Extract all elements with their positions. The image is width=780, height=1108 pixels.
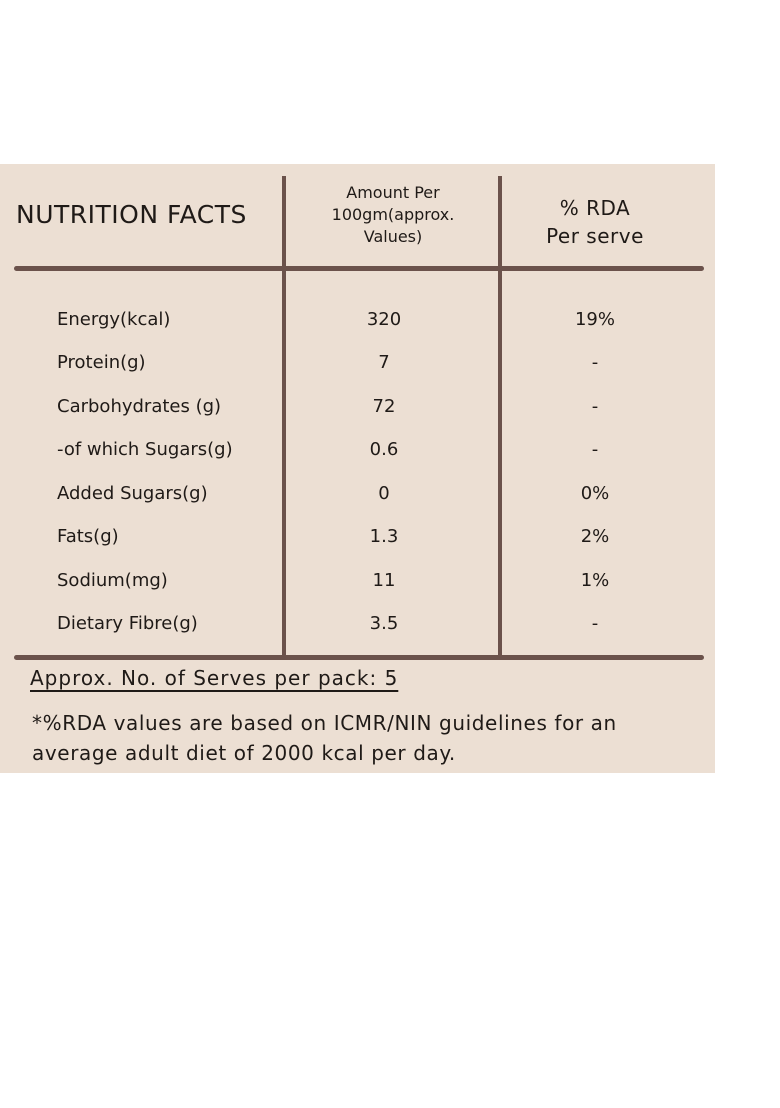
amount-header-line-3: Values) xyxy=(363,227,423,246)
nutrient-name: Dietary Fibre(g) xyxy=(57,613,198,634)
nutrient-amount: 7 xyxy=(378,352,390,373)
table-row xyxy=(0,483,715,513)
nutrient-name: Energy(kcal) xyxy=(57,309,171,330)
table-row xyxy=(0,352,715,382)
nutrient-rda: 0% xyxy=(580,483,610,504)
nutrient-name: Added Sugars(g) xyxy=(57,483,208,504)
nutrient-rda: - xyxy=(591,396,599,417)
table-bottom-divider xyxy=(14,655,704,660)
header-divider xyxy=(14,266,704,271)
nutrition-facts-title: NUTRITION FACTS xyxy=(16,200,247,229)
amount-header-line-2: 100gm(approx. xyxy=(331,205,455,224)
nutrient-rda: - xyxy=(591,352,599,373)
nutrient-rda: - xyxy=(591,439,599,460)
nutrient-name: Carbohydrates (g) xyxy=(57,396,222,417)
nutrient-amount: 3.5 xyxy=(369,613,399,634)
amount-per-100g-header xyxy=(286,182,500,248)
nutrient-rda: - xyxy=(591,613,599,634)
nutrient-rda: 19% xyxy=(574,309,615,330)
serves-per-pack: Approx. No. of Serves per pack: 5 xyxy=(30,666,399,690)
footnote-line-2: average adult diet of 2000 kcal per day. xyxy=(32,741,456,765)
table-row xyxy=(0,570,715,600)
nutrient-name: Protein(g) xyxy=(57,352,146,373)
amount-header-line-1: Amount Per xyxy=(346,183,440,202)
nutrient-rda: 1% xyxy=(580,570,610,591)
table-row xyxy=(0,613,715,643)
rda-per-serve-header xyxy=(500,194,690,250)
nutrient-name: -of which Sugars(g) xyxy=(57,439,233,460)
nutrient-amount: 11 xyxy=(372,570,396,591)
rda-footnote xyxy=(32,708,702,768)
nutrient-name: Fats(g) xyxy=(57,526,119,547)
nutrient-amount: 72 xyxy=(372,396,396,417)
rda-header-line-1: % RDA xyxy=(559,196,631,220)
nutrient-amount: 320 xyxy=(366,309,402,330)
nutrient-rda: 2% xyxy=(580,526,610,547)
nutrient-amount: 0.6 xyxy=(369,439,399,460)
footnote-line-1: *%RDA values are based on ICMR/NIN guidelines for an xyxy=(32,711,617,735)
nutrient-amount: 1.3 xyxy=(369,526,399,547)
nutrient-name: Sodium(mg) xyxy=(57,570,168,591)
table-row xyxy=(0,439,715,469)
table-row xyxy=(0,526,715,556)
table-row xyxy=(0,309,715,339)
rda-header-line-2: Per serve xyxy=(546,224,644,248)
nutrient-amount: 0 xyxy=(378,483,390,504)
table-row xyxy=(0,396,715,426)
